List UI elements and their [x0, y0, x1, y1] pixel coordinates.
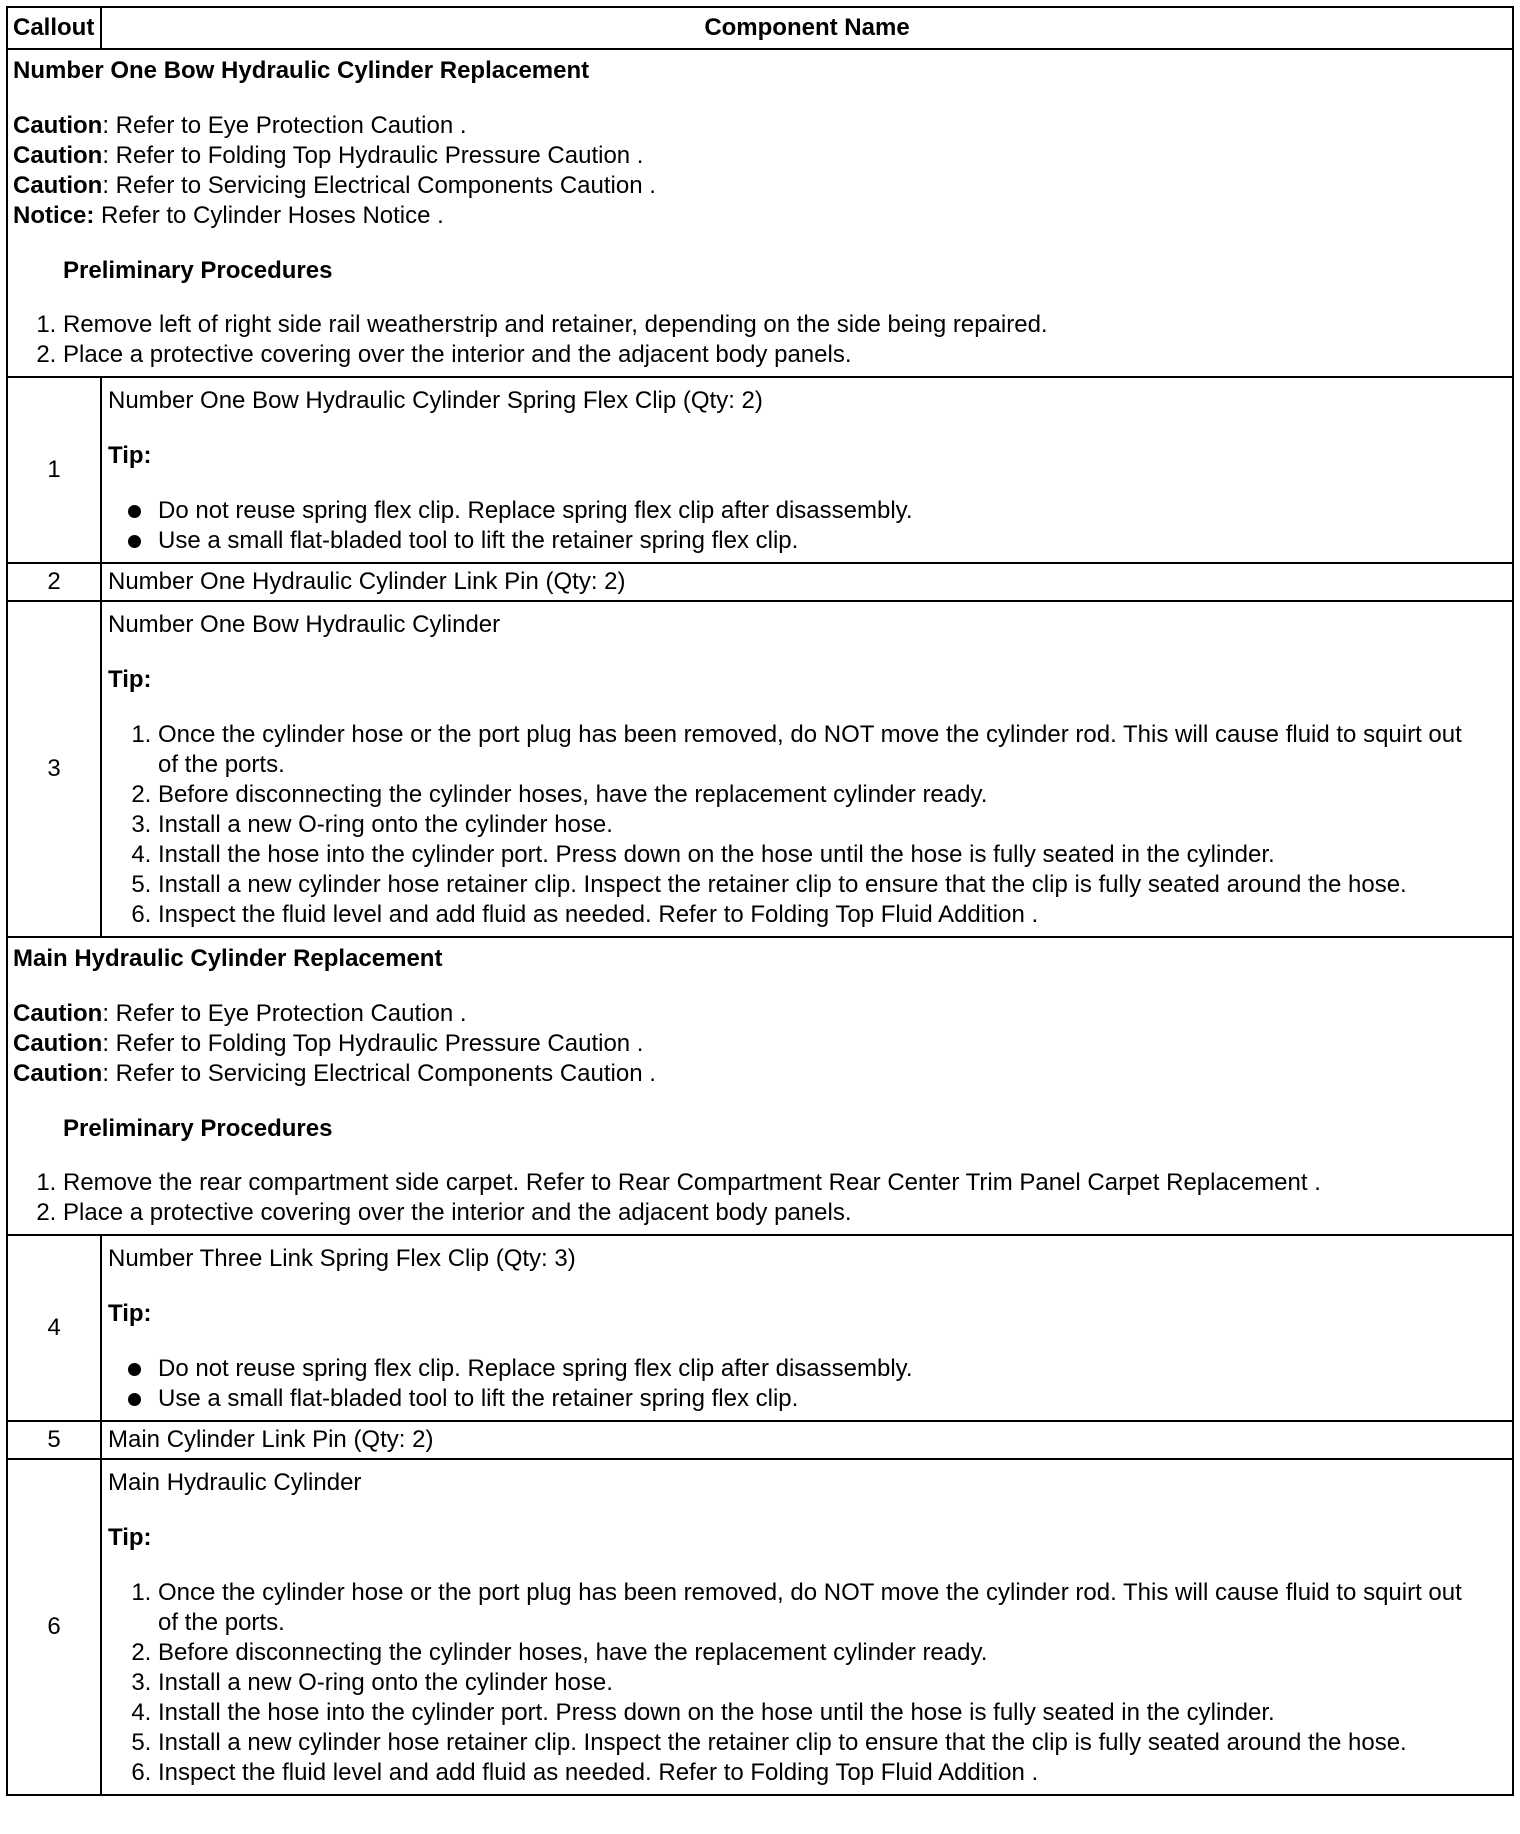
section-row [7, 937, 1513, 1235]
warning-text: : Refer to Eye Protection Caution . [102, 1000, 467, 1027]
warning-text: : Refer to Folding Top Hydraulic Pressure Caution . [102, 142, 644, 169]
tip-step: 2. Before disconnecting the cylinder hoses, have the replacement cylinder ready. [158, 780, 1486, 810]
section-title: Main Hydraulic Cylinder Replacement [13, 945, 443, 972]
section-cell [7, 49, 1513, 377]
tip-step: 6. Inspect the fluid level and add fluid as needed. Refer to Folding Top Fluid Addition . [158, 1758, 1486, 1788]
component-cell [101, 377, 1513, 563]
tip-steps [108, 720, 1506, 930]
tip-steps [108, 1578, 1506, 1788]
callout-number: 3 [7, 601, 101, 937]
warning-line [13, 141, 1506, 171]
warning-text: : Refer to Eye Protection Caution . [102, 112, 467, 139]
table-row [7, 377, 1513, 563]
callout-column-header: Callout [7, 7, 101, 49]
warning-line [13, 171, 1506, 201]
callout-number: 6 [7, 1459, 101, 1795]
tip-label: Tip: [108, 666, 152, 693]
component-name: Number One Hydraulic Cylinder Link Pin (Qty: 2) [101, 563, 1513, 601]
tip-step: 5. Install a new cylinder hose retainer clip. Inspect the retainer clip to ensure that the clip is fully seated around the hose. [158, 1728, 1486, 1758]
table-header-row [7, 7, 1513, 49]
warning-line [13, 999, 1506, 1029]
preliminary-step: 1. Remove the rear compartment side carpet. Refer to Rear Compartment Rear Center Trim Panel Carpet Replacement . [63, 1168, 1506, 1198]
component-table [6, 6, 1514, 1796]
preliminary-step: 2. Place a protective covering over the interior and the adjacent body panels. [63, 340, 1506, 370]
notice-line [13, 201, 1506, 231]
component-cell [101, 1235, 1513, 1421]
warning-line [13, 1059, 1506, 1089]
tip-bullet: Use a small flat-bladed tool to lift the retainer spring flex clip. [158, 526, 1506, 556]
warning-text: : Refer to Servicing Electrical Components Caution . [102, 172, 656, 199]
tip-step: 1. Once the cylinder hose or the port plug has been removed, do NOT move the cylinder rod. This will cause fluid to squirt out of the ports. [158, 720, 1486, 780]
tip-step: 6. Inspect the fluid level and add fluid as needed. Refer to Folding Top Fluid Addition . [158, 900, 1486, 930]
section-title: Number One Bow Hydraulic Cylinder Replacement [13, 57, 590, 84]
preliminary-steps [13, 1168, 1506, 1228]
warning-label: Caution [13, 1060, 103, 1087]
component-name: Number Three Link Spring Flex Clip (Qty: 3) [108, 1245, 576, 1272]
component-column-header: Component Name [101, 7, 1513, 49]
section-cell [7, 937, 1513, 1235]
tip-label: Tip: [108, 1300, 152, 1327]
tip-step: 2. Before disconnecting the cylinder hoses, have the replacement cylinder ready. [158, 1638, 1486, 1668]
warning-line [13, 1029, 1506, 1059]
callout-number: 1 [7, 377, 101, 563]
callout-number: 4 [7, 1235, 101, 1421]
warning-label: Caution [13, 142, 103, 169]
warning-label: Caution [13, 172, 103, 199]
tip-bullet: Do not reuse spring flex clip. Replace spring flex clip after disassembly. [158, 1354, 1506, 1384]
warning-line [13, 111, 1506, 141]
preliminary-title: Preliminary Procedures [63, 257, 333, 284]
callout-number: 2 [7, 563, 101, 601]
notice-text: Refer to Cylinder Hoses Notice . [94, 202, 444, 229]
tip-label: Tip: [108, 442, 152, 469]
tip-step: 3. Install a new O-ring onto the cylinder hose. [158, 810, 1486, 840]
preliminary-title: Preliminary Procedures [63, 1115, 333, 1142]
tip-bullet: Do not reuse spring flex clip. Replace spring flex clip after disassembly. [158, 496, 1506, 526]
component-name: Number One Bow Hydraulic Cylinder Spring Flex Clip (Qty: 2) [108, 387, 763, 414]
warning-text: : Refer to Servicing Electrical Components Caution . [102, 1060, 656, 1087]
table-row [7, 1235, 1513, 1421]
tip-bullet: Use a small flat-bladed tool to lift the retainer spring flex clip. [158, 1384, 1506, 1414]
warning-text: : Refer to Folding Top Hydraulic Pressure Caution . [102, 1030, 644, 1057]
section-row [7, 49, 1513, 377]
tip-step: 5. Install a new cylinder hose retainer clip. Inspect the retainer clip to ensure that the clip is fully seated around the hose. [158, 870, 1486, 900]
component-name: Main Hydraulic Cylinder [108, 1469, 362, 1496]
preliminary-step: 2. Place a protective covering over the interior and the adjacent body panels. [63, 1198, 1506, 1228]
component-name: Main Cylinder Link Pin (Qty: 2) [101, 1421, 1513, 1459]
component-name: Number One Bow Hydraulic Cylinder [108, 611, 501, 638]
tip-bullets [108, 1354, 1506, 1414]
table-row [7, 601, 1513, 937]
warning-label: Caution [13, 1000, 103, 1027]
tip-bullets [108, 496, 1506, 556]
tip-step: 1. Once the cylinder hose or the port plug has been removed, do NOT move the cylinder rod. This will cause fluid to squirt out of the ports. [158, 1578, 1486, 1638]
table-row [7, 563, 1513, 601]
tip-step: 4. Install the hose into the cylinder port. Press down on the hose until the hose is fully seated in the cylinder. [158, 1698, 1486, 1728]
warning-label: Caution [13, 112, 103, 139]
table-row [7, 1459, 1513, 1795]
table-row [7, 1421, 1513, 1459]
notice-label: Notice: [13, 202, 95, 229]
callout-number: 5 [7, 1421, 101, 1459]
warning-label: Caution [13, 1030, 103, 1057]
preliminary-step: 1. Remove left of right side rail weatherstrip and retainer, depending on the side being repaired. [63, 310, 1506, 340]
component-cell [101, 601, 1513, 937]
tip-label: Tip: [108, 1524, 152, 1551]
preliminary-steps [13, 310, 1506, 370]
tip-step: 3. Install a new O-ring onto the cylinder hose. [158, 1668, 1486, 1698]
component-cell [101, 1459, 1513, 1795]
tip-step: 4. Install the hose into the cylinder port. Press down on the hose until the hose is fully seated in the cylinder. [158, 840, 1486, 870]
